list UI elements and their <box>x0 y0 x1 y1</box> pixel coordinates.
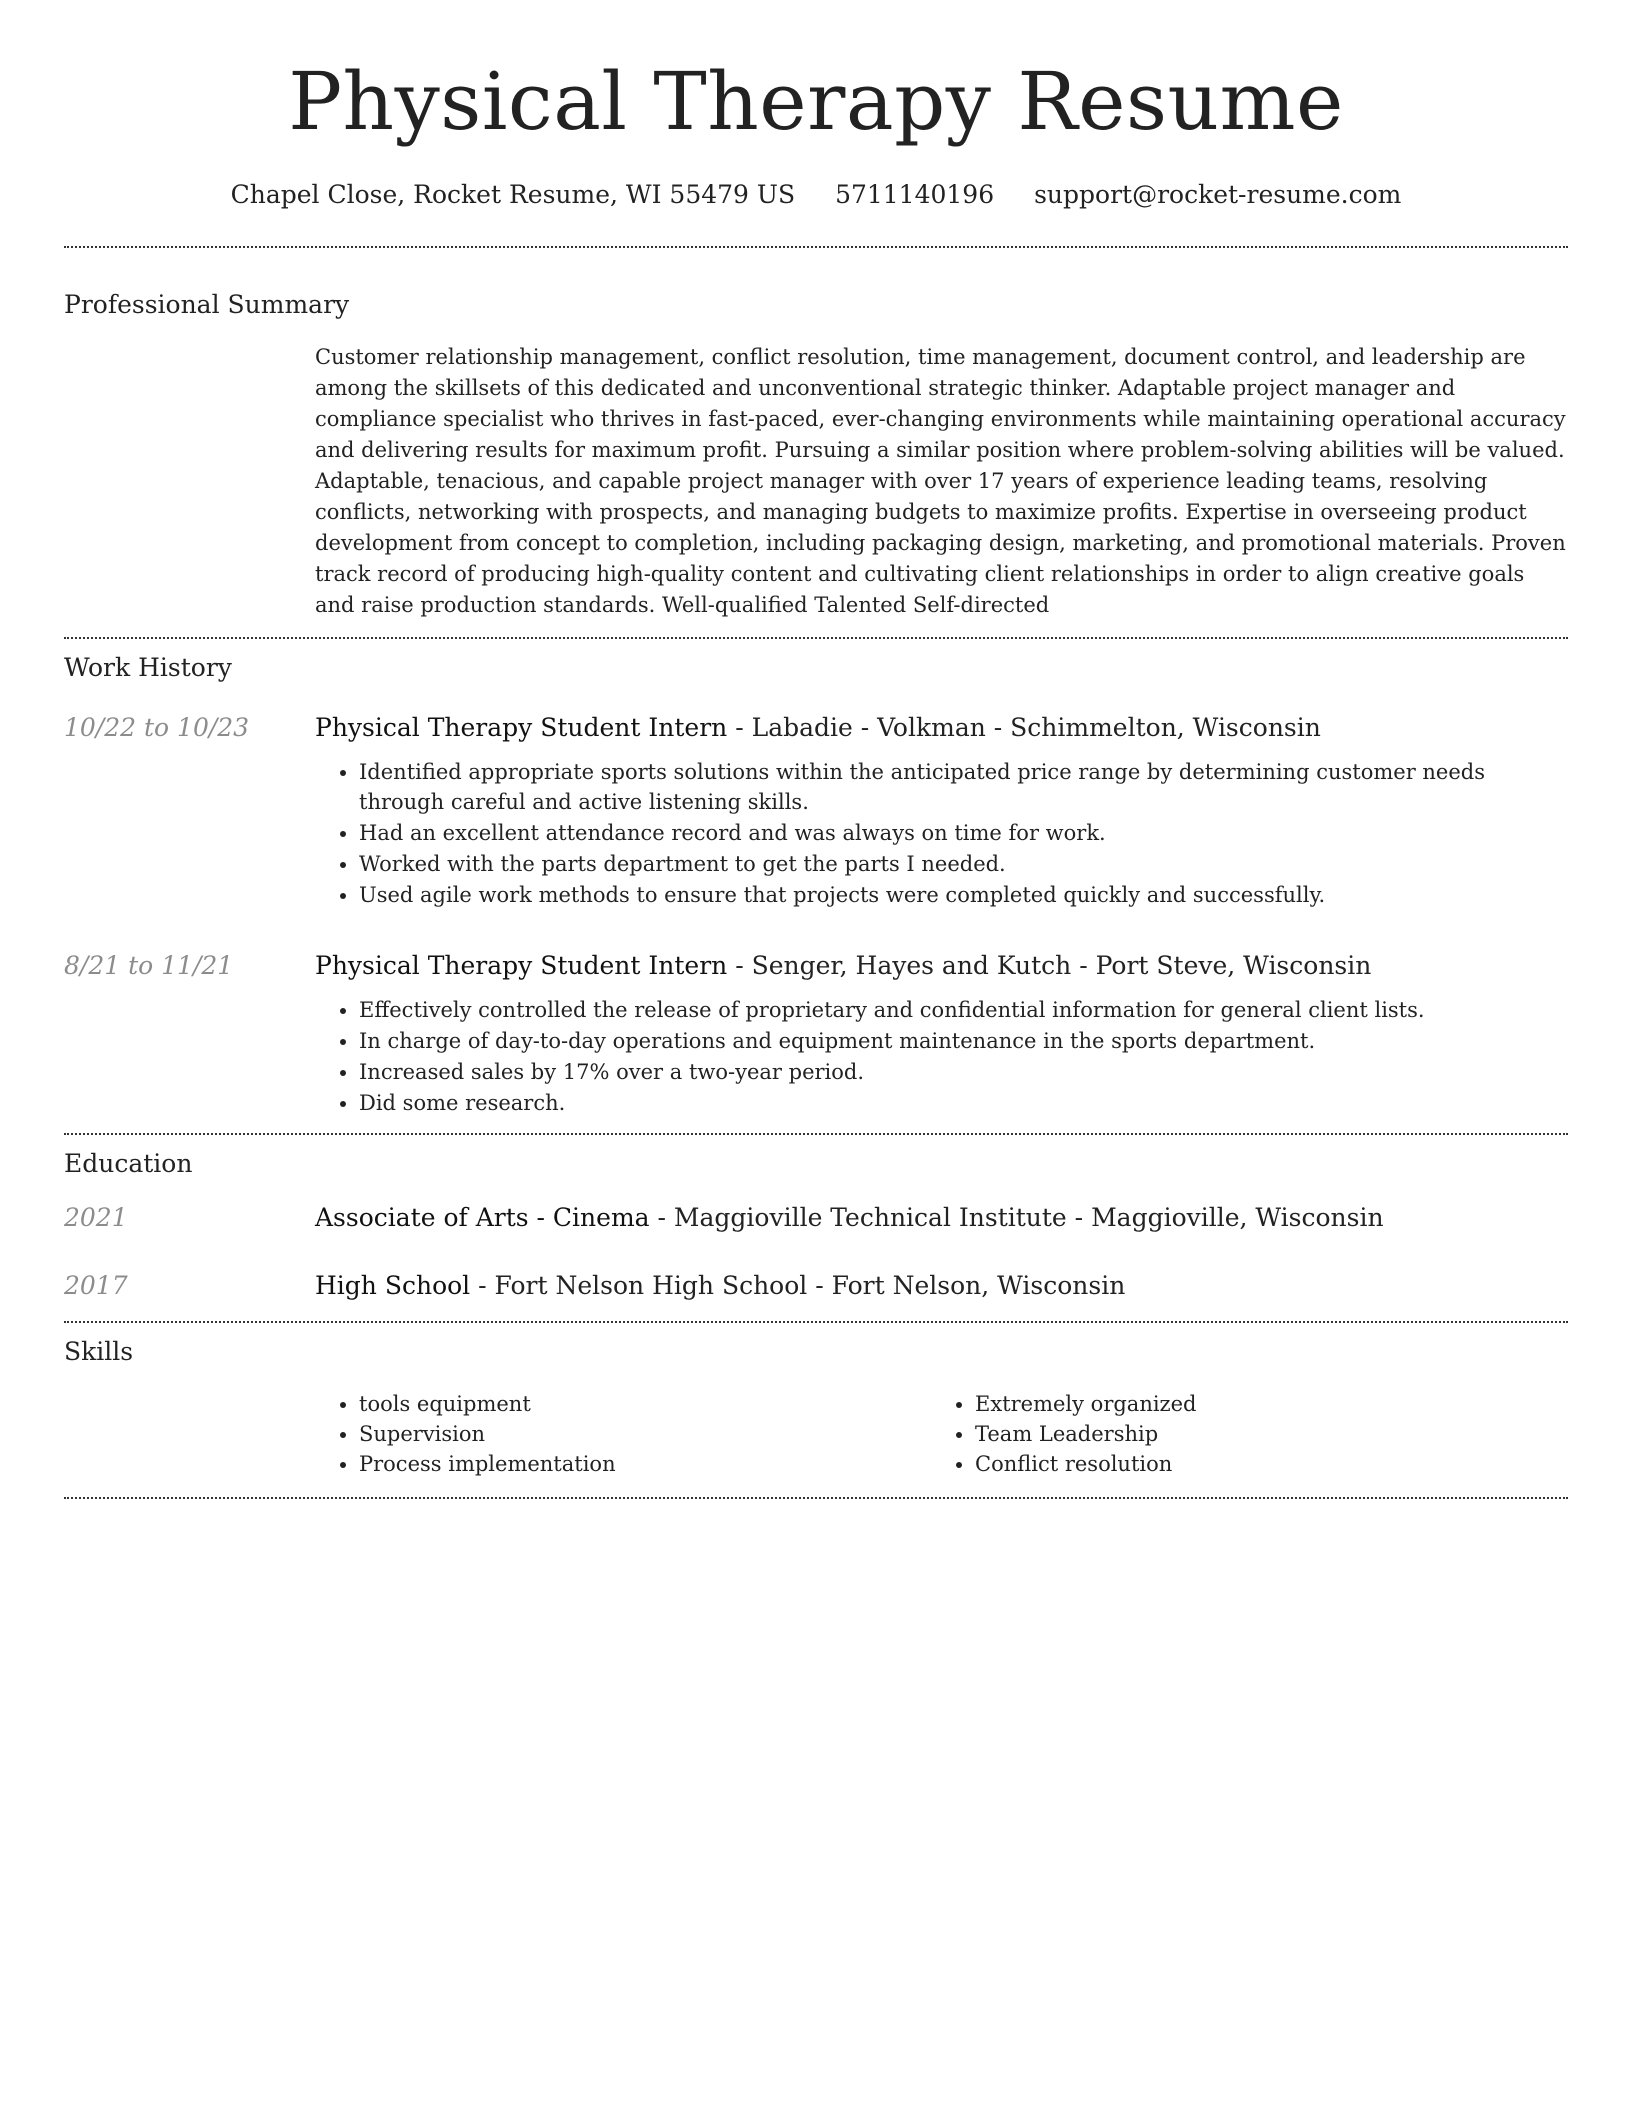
education-year: 2017 <box>64 1271 128 1300</box>
skills-grid <box>315 1389 1568 1479</box>
contact-address: Chapel Close, Rocket Resume, WI 55479 US <box>230 180 796 209</box>
skill-item: • tools equipment <box>359 1389 931 1419</box>
job-role: Physical Therapy Student Intern <box>315 951 728 980</box>
job-details: - Labadie - Volkman - Schimmelton, Wisconsin <box>727 713 1321 742</box>
job-bullet: • In charge of day-to-day operations and equipment maintenance in the sports department. <box>359 1026 1568 1056</box>
skills-column-left <box>315 1389 931 1479</box>
section-divider <box>64 246 1568 248</box>
skill-item: • Supervision <box>359 1419 931 1449</box>
summary-heading: Professional Summary <box>64 290 350 319</box>
job-bullets <box>315 995 1568 1118</box>
job-details: - Senger, Hayes and Kutch - Port Steve, Wisconsin <box>727 951 1372 980</box>
skills-column-right <box>931 1389 1547 1479</box>
resume-title: Physical Therapy Resume <box>288 55 1344 148</box>
section-divider <box>64 637 1568 639</box>
education-entry <box>64 1269 1568 1303</box>
contact-line <box>64 178 1568 212</box>
job-bullets <box>315 757 1568 910</box>
skill-item: • Team Leadership <box>975 1419 1547 1449</box>
job-role: Physical Therapy Student Intern <box>315 713 728 742</box>
job-heading <box>315 949 1568 983</box>
skill-item: • Extremely organized <box>975 1389 1547 1419</box>
job-heading <box>315 711 1568 745</box>
skill-item: • Process implementation <box>359 1449 931 1479</box>
education-heading-line <box>315 1201 1568 1235</box>
contact-phone: 5711140196 <box>835 180 995 209</box>
education-year: 2021 <box>64 1203 128 1232</box>
education-heading: Education <box>64 1149 193 1178</box>
skills-heading: Skills <box>64 1337 134 1366</box>
education-degree: High School <box>315 1271 471 1300</box>
skill-item: • Conflict resolution <box>975 1449 1547 1479</box>
section-divider <box>64 1497 1568 1499</box>
summary-text: Customer relationship management, conflict resolution, time management, document control, and leadership are among the skillsets of this dedicated and unconventional strategic thinker. Adaptable project manager and compliance specialist who thrives in fast-paced, ever-changing environments while maintaining operational accuracy and delivering results for maximum profit. Pursuing a similar position where problem-solving abilities will be valued. Adaptable, tenacious, and capable project manager with over 17 years of experience leading teams, resolving conflicts, networking with prospects, and managing budgets to maximize profits. Expertise in overseeing product development from concept to completion, including packaging design, marketing, and promotional materials. Proven track record of producing high-quality content and cultivating client relationships in order to align creative goals and raise production standards. Well-qualified Talented Self-directed <box>315 345 1566 617</box>
job-bullet: • Did some research. <box>359 1088 1568 1118</box>
education-details: - Fort Nelson High School - Fort Nelson, Wisconsin <box>470 1271 1126 1300</box>
section-divider <box>64 1133 1568 1135</box>
work-history-heading: Work History <box>64 653 232 682</box>
job-bullet: • Had an excellent attendance record and was always on time for work. <box>359 818 1568 848</box>
job-bullet: • Increased sales by 17% over a two-year period. <box>359 1057 1568 1087</box>
section-divider <box>64 1321 1568 1323</box>
job-bullet: • Worked with the parts department to get the parts I needed. <box>359 849 1568 879</box>
job-bullet: • Identified appropriate sports solutions within the anticipated price range by determining customer needs through careful and active listening skills. <box>359 757 1568 817</box>
job-dates: 8/21 to 11/21 <box>64 951 234 980</box>
job-entry <box>64 949 1568 1119</box>
job-entry <box>64 711 1568 911</box>
job-dates: 10/22 to 10/23 <box>64 713 250 742</box>
job-body <box>315 711 1568 911</box>
contact-email: support@rocket-resume.com <box>1034 180 1402 209</box>
job-bullet: • Effectively controlled the release of proprietary and confidential information for general client lists. <box>359 995 1568 1025</box>
education-entry <box>64 1201 1568 1235</box>
education-heading-line <box>315 1269 1568 1303</box>
job-bullet: • Used agile work methods to ensure that projects were completed quickly and successfully. <box>359 880 1568 910</box>
education-degree: Associate of Arts - Cinema <box>315 1203 650 1232</box>
education-details: - Maggioville Technical Institute - Maggioville, Wisconsin <box>649 1203 1384 1232</box>
job-body <box>315 949 1568 1119</box>
resume-page <box>64 0 1568 1499</box>
